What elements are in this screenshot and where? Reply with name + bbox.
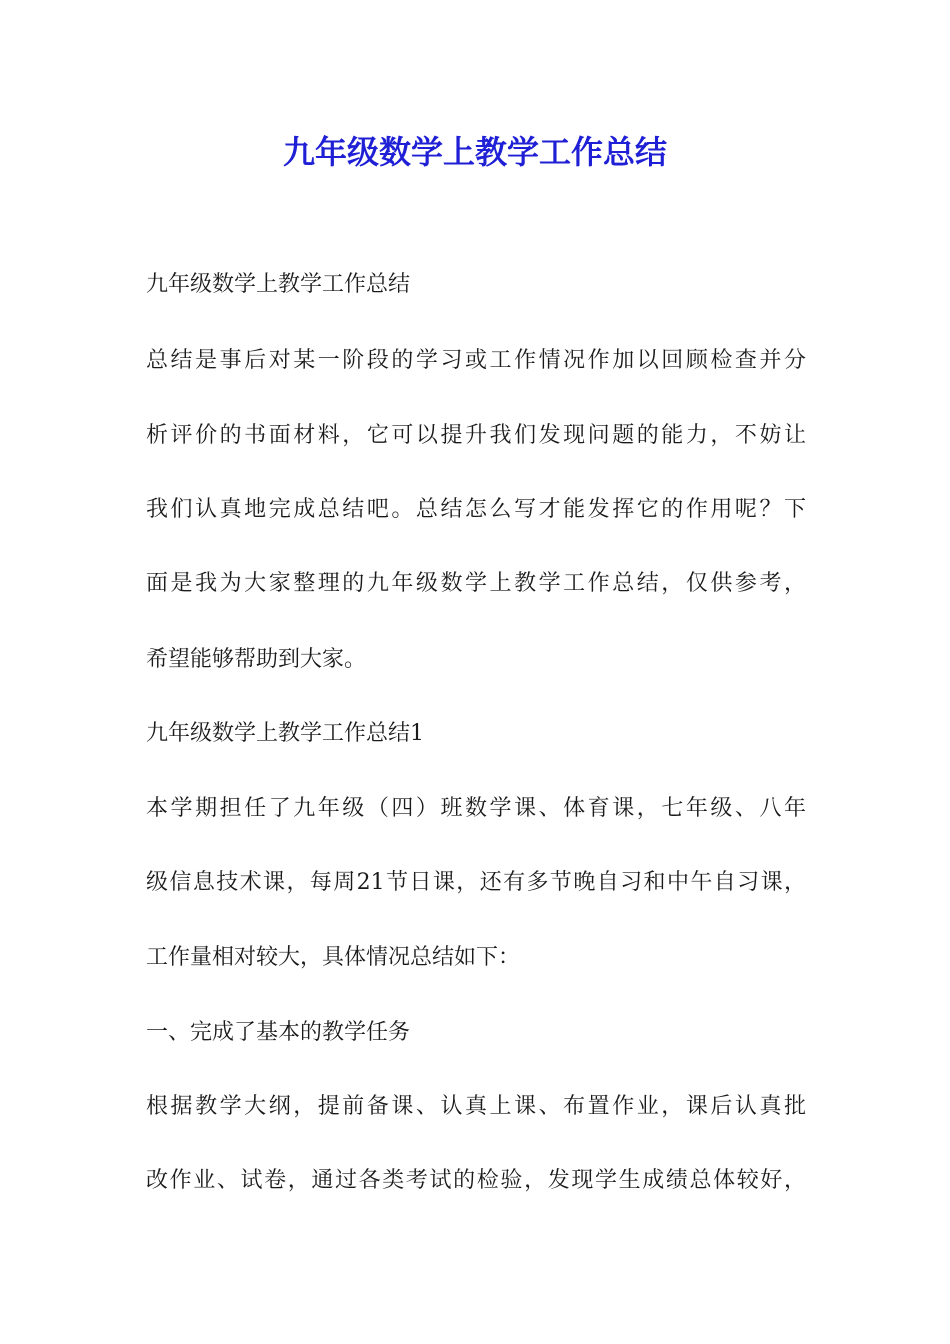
body-line: 析评价的书面材料，它可以提升我们发现问题的能力，不妨让 bbox=[146, 423, 806, 448]
body-line: 根据教学大纲，提前备课、认真上课、布置作业，课后认真批 bbox=[146, 1094, 806, 1119]
section-heading: 九年级数学上教学工作总结1 bbox=[146, 721, 424, 746]
body-line: 工作量相对较大，具体情况总结如下： bbox=[146, 945, 521, 970]
body-line: 总结是事后对某一阶段的学习或工作情况作加以回顾检查并分 bbox=[146, 348, 806, 373]
body-line: 级信息技术课，每周21节日课，还有多节晚自习和中午自习课， bbox=[146, 870, 806, 895]
body-line: 我们认真地完成总结吧。总结怎么写才能发挥它的作用呢？下 bbox=[146, 497, 806, 522]
document-title: 九年级数学上教学工作总结 bbox=[282, 133, 667, 171]
body-line: 面是我为大家整理的九年级数学上教学工作总结，仅供参考， bbox=[146, 571, 806, 596]
body-line: 改作业、试卷，通过各类考试的检验，发现学生成绩总体较好， bbox=[146, 1168, 806, 1193]
body-line: 希望能够帮助到大家。 bbox=[146, 647, 367, 672]
subtitle-line: 九年级数学上教学工作总结 bbox=[146, 272, 411, 297]
body-line: 本学期担任了九年级（四）班数学课、体育课，七年级、八年 bbox=[146, 796, 806, 821]
section-heading: 一、完成了基本的教学任务 bbox=[146, 1020, 411, 1045]
